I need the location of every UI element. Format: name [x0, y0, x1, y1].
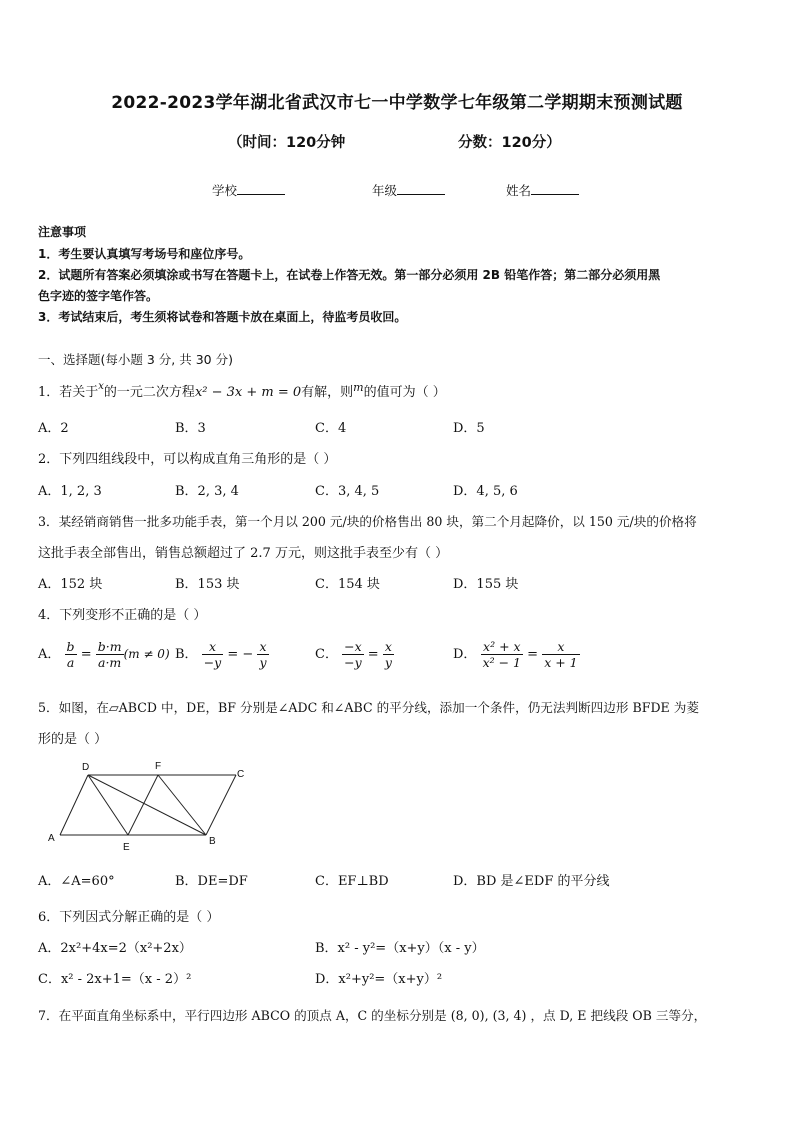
- school-label: 学校: [212, 183, 238, 198]
- q3-option-a[interactable]: A．152 块: [38, 577, 103, 592]
- q1-equation: x² − 3x + m = 0: [194, 385, 302, 400]
- segment-ef: [128, 775, 158, 835]
- q4-b-right-frac: $\frac{x}{y}$: [259, 639, 267, 670]
- q4-d-right-frac: $\frac{x}{x + 1}$: [544, 639, 578, 670]
- q1-stem-c: 有解，则: [301, 385, 354, 400]
- exam-score: 分数：120分）: [458, 135, 561, 151]
- q7-stem: 7．在平面直角坐标系中，平行四边形 ABCO 的顶点 A，C 的坐标分别是 (8, 0), (3, 4) ，点 D, E 把线段 OB 三等分，: [38, 1008, 707, 1023]
- edge-bc: [206, 775, 236, 835]
- q1-stem-a: 1．若关于: [38, 385, 99, 400]
- q2-stem: 2．下列四组线段中，可以构成直角三角形的是（ ）: [38, 452, 337, 467]
- q5-option-a[interactable]: A．∠A=60°: [38, 874, 115, 889]
- notice-item-2: 2．试题所有答案必须填涂或书写在答题卡上，在试卷上作答无效。第一部分必须用 2B 铅笔作答；第二部分必须用黑: [38, 268, 661, 282]
- exam-title: 2022-2023学年湖北省武汉市七一中学数学七年级第二学期期末预测试题: [111, 93, 683, 113]
- q4-a-right-frac: $\frac{b\cdot m}{a\cdot m}$: [97, 639, 122, 670]
- q3-option-d[interactable]: D．155 块: [453, 577, 519, 592]
- label-b: B: [209, 836, 216, 847]
- q1-var-x: x: [98, 381, 104, 392]
- q1-option-b[interactable]: B．3: [175, 421, 206, 436]
- q5-stem-line1: 5．如图，在▱ABCD 中，DE，BF 分别是∠ADC 和∠ABC 的平分线，添加一个条件，仍无法判断四边形 BFDE 为菱: [38, 700, 699, 715]
- q3-stem-line2: 这批手表全部售出，销售总额超过了 2.7 万元，则这批手表至少有（ ）: [38, 546, 449, 561]
- q4-b-left-frac: $\frac{x}{-y}$: [203, 639, 222, 670]
- edge-da: [60, 775, 88, 835]
- q4-a-left-frac: $\frac{b}{a}$: [66, 639, 75, 670]
- q5-option-b[interactable]: B．DE=DF: [175, 874, 248, 889]
- q1-stem-b: 的一元二次方程: [103, 385, 195, 400]
- q1-option-a[interactable]: A．2: [38, 421, 69, 436]
- q5-option-d[interactable]: D．BD 是∠EDF 的平分线: [453, 874, 610, 889]
- q1-option-c[interactable]: C．4: [315, 421, 347, 436]
- q1-option-d[interactable]: D．5: [453, 421, 485, 436]
- segment-de: [88, 775, 128, 835]
- q2-option-a[interactable]: A．1, 2, 3: [38, 484, 102, 499]
- q4-d-left-frac: $\frac{\text{x² + x}}{\text{x² − 1}}$: [482, 639, 522, 670]
- q5-stem-line2: 形的是（ ）: [38, 732, 108, 747]
- q1-var-m: m: [353, 381, 364, 394]
- q4-a-eq: =: [80, 647, 92, 662]
- section-heading: 一、选择题(每小题 3 分, 共 30 分): [38, 352, 233, 367]
- label-d: D: [82, 762, 90, 773]
- q1-stem: [38, 381, 446, 400]
- q4-d-eq: =: [527, 647, 539, 662]
- school-blank: [237, 182, 285, 195]
- q2-option-d[interactable]: D．4, 5, 6: [453, 484, 518, 499]
- q4-option-c[interactable]: [315, 639, 394, 670]
- q3-stem-line1: 3．某经销商销售一批多功能手表，第一个月以 200 元/块的价格售出 80 块，第二个月起降价，以 150 元/块的价格将: [38, 514, 697, 529]
- grade-blank: [397, 182, 445, 195]
- grade-field: [372, 181, 445, 199]
- grade-label: 年级: [372, 183, 398, 198]
- q4-d-label: D．: [453, 647, 477, 662]
- segment-db: [88, 775, 206, 835]
- label-c: C: [237, 769, 245, 780]
- exam-time: （时间：120分钟: [228, 135, 346, 151]
- q4-a-label: A．: [38, 647, 61, 662]
- q4-option-a[interactable]: [38, 639, 170, 670]
- segment-fb: [158, 775, 206, 835]
- q1-stem-d: 的值可为（ ）: [363, 385, 446, 400]
- q6-stem: 6．下列因式分解正确的是（ ）: [38, 910, 220, 925]
- parallelogram-figure: [40, 755, 260, 855]
- q4-a-cond: (m ≠ 0): [123, 647, 170, 661]
- q2-option-c[interactable]: C．3, 4, 5: [315, 484, 380, 499]
- q6-option-d[interactable]: D．x²+y²=（x+y）²: [315, 972, 443, 987]
- label-e: E: [123, 842, 130, 853]
- q4-c-label: C．: [315, 647, 338, 662]
- notice-item-1: 1．考生要认真填写考场号和座位序号。: [38, 247, 251, 261]
- q4-c-left-frac: $\frac{-x}{-y}$: [344, 639, 362, 670]
- q5-option-c[interactable]: C．EF⊥BD: [315, 874, 389, 889]
- q6-option-c[interactable]: C．x² - 2x+1=（x - 2）²: [38, 972, 192, 987]
- q2-option-b[interactable]: B．2, 3, 4: [175, 484, 239, 499]
- q3-option-b[interactable]: B．153 块: [175, 577, 240, 592]
- q4-c-eq: =: [367, 647, 379, 662]
- label-f: F: [155, 761, 162, 772]
- q3-option-c[interactable]: C．154 块: [315, 577, 380, 592]
- name-field: [506, 181, 579, 199]
- name-label: 姓名: [506, 183, 532, 198]
- school-field: [212, 181, 285, 199]
- q4-option-b[interactable]: [175, 639, 269, 670]
- q4-stem: 4．下列变形不正确的是（ ）: [38, 608, 207, 623]
- name-blank: [531, 182, 579, 195]
- q4-b-eq: = −: [227, 647, 254, 662]
- q4-c-right-frac: $\frac{x}{y}$: [384, 639, 392, 670]
- q4-option-d[interactable]: [453, 639, 580, 670]
- notice-item-2-cont: 色字迹的签字笔作答。: [38, 289, 159, 303]
- q4-b-label: B．: [175, 647, 198, 662]
- q6-option-a[interactable]: A．2x²+4x=2（x²+2x）: [38, 941, 192, 956]
- notice-item-3: 3．考试结束后，考生须将试卷和答题卡放在桌面上，待监考员收回。: [38, 310, 407, 324]
- notice-heading: 注意事项: [38, 225, 87, 239]
- q6-option-b[interactable]: B．x² - y²=（x+y）（x - y）: [315, 941, 485, 956]
- label-a: A: [48, 833, 55, 844]
